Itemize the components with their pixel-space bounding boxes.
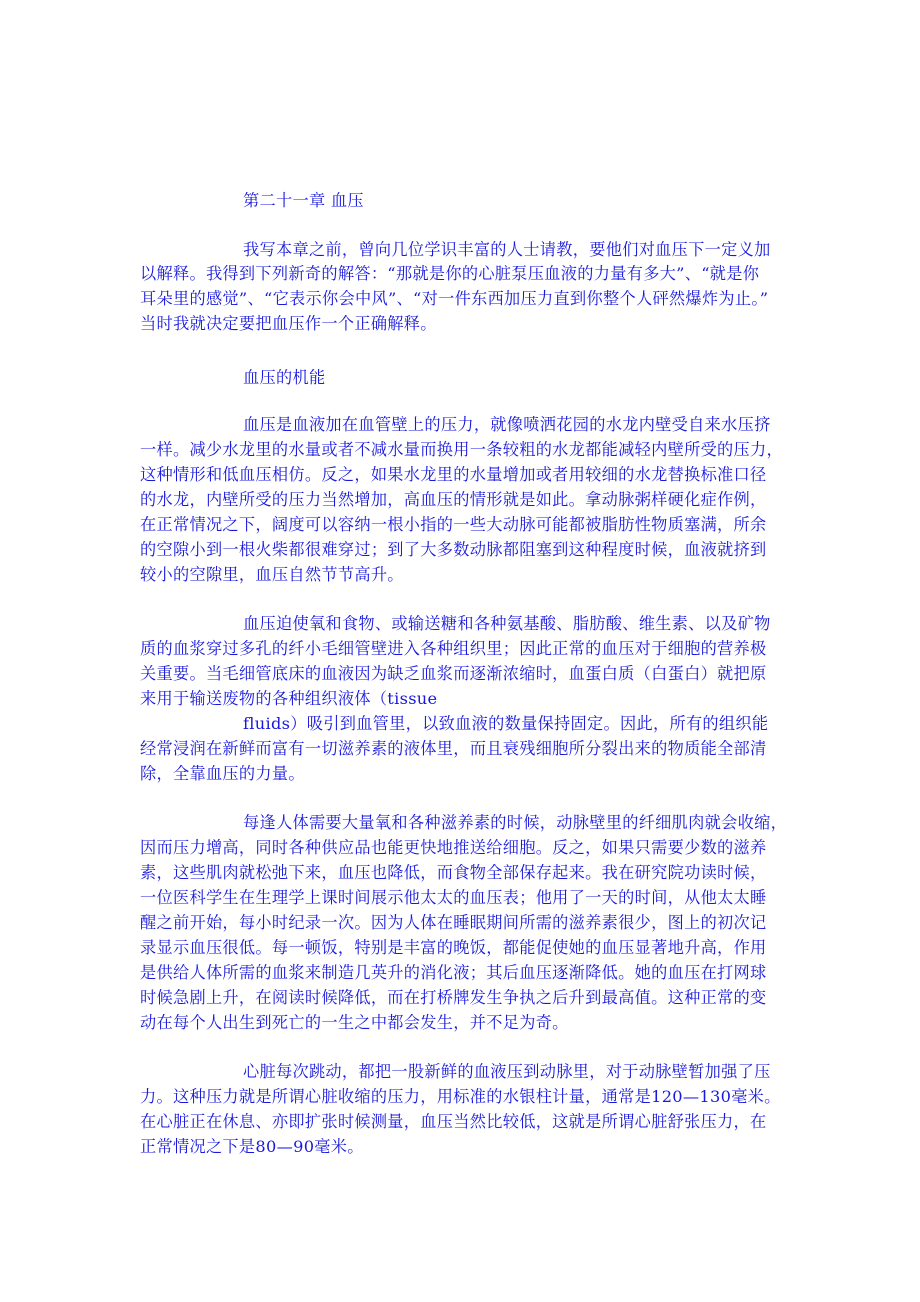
paragraph-line: 的水龙，内壁所受的压力当然增加，高血压的情形就是如此。拿动脉粥样硬化症作例， (140, 490, 767, 509)
paragraph-line: 我写本章之前，曾向几位学识丰富的人士请教，要他们对血压下一定义加 (243, 240, 771, 259)
paragraph-line: 一样。减少水龙里的水量或者不减水量而换用一条较粗的水龙都能减轻内壁所受的压力， (140, 440, 784, 459)
paragraph-line: 来用于输送废物的各种组织液体（tissue (140, 689, 438, 708)
paragraph-line: 因而压力增高，同时各种供应品也能更快地推送给细胞。反之，如果只需要少数的滋养 (140, 838, 767, 857)
paragraph-line: 动在每个人出生到死亡的一生之中都会发生，并不足为奇。 (140, 1013, 569, 1032)
paragraph-line: 这种情形和低血压相仿。反之，如果水龙里的水量增加或者用较细的水龙替换标准口径 (140, 465, 767, 484)
paragraph-line: 当时我就决定要把血压作一个正确解释。 (140, 314, 437, 333)
paragraph-line: 一位医科学生在生理学上课时间展示他太太的血压表；他用了一天的时间，从他太太睡 (140, 888, 767, 907)
paragraph-line: 质的血浆穿过多孔的纤小毛细管壁进入各种组织里；因此正常的血压对于细胞的营养极 (140, 639, 767, 658)
paragraph-line: 力。这种压力就是所谓心脏收缩的压力，用标准的水银柱计量，通常是120—130毫米。 (140, 1087, 781, 1106)
paragraph-line: 较小的空隙里，血压自然节节高升。 (140, 565, 404, 584)
paragraph-line: 血压迫使氧和食物、或输送糖和各种氨基酸、脂肪酸、维生素、以及矿物 (243, 614, 771, 633)
paragraph-line: 关重要。当毛细管底床的血液因为缺乏血浆而逐渐浓缩时，血蛋白质（白蛋白）就把原 (140, 664, 767, 683)
paragraph-line: 录显示血压很低。每一顿饭，特别是丰富的晚饭，都能促使她的血压显著地升高，作用 (140, 938, 767, 957)
paragraph-line: 醒之前开始，每小时纪录一次。因为人体在睡眠期间所需的滋养素很少，图上的初次记 (140, 913, 767, 932)
paragraph-line: 除，全靠血压的力量。 (140, 764, 305, 783)
paragraph-line: fluids）吸引到血管里，以致血液的数量保持固定。因此，所有的组织能 (243, 714, 769, 733)
paragraph-line: 素，这些肌肉就松弛下来，血压也降低，而食物全部保存起来。我在研究院功读时候， (140, 863, 767, 882)
paragraph-line: 血压是血液加在血管壁上的压力，就像喷洒花园的水龙内壁受自来水压挤 (243, 415, 771, 434)
paragraph-line: 时候急剧上升，在阅读时候降低，而在打桥牌发生争执之后升到最高值。这种正常的变 (140, 988, 767, 1007)
paragraph-line: 在心脏正在休息、亦即扩张时候测量，血压当然比较低，这就是所谓心脏舒张压力，在 (140, 1112, 767, 1131)
paragraph-line: 是供给人体所需的血浆来制造几英升的消化液；其后血压逐渐降低。她的血压在打网球 (140, 963, 767, 982)
paragraph-line: 经常浸润在新鲜而富有一切滋养素的液体里，而且衰残细胞所分裂出来的物质能全部清 (140, 739, 767, 758)
chapter-title: 第二十一章 血压 (243, 191, 364, 210)
paragraph-line: 在正常情况之下，阔度可以容纳一根小指的一些大动脉可能都被脂肪性物质塞满，所余 (140, 515, 767, 534)
paragraph-line: 耳朵里的感觉”、“它表示你会中风”、“对一件东西加压力直到你整个人砰然爆炸为止。” (140, 289, 769, 308)
section-title: 血压的机能 (243, 368, 326, 387)
paragraph-line: 正常情况之下是80—90毫米。 (140, 1137, 364, 1156)
paragraph-line: 每逢人体需要大量氧和各种滋养素的时候，动脉壁里的纤细肌肉就会收缩， (243, 813, 788, 832)
paragraph-line: 以解释。我得到下列新奇的解答：“那就是你的心脏泵压血液的力量有多大”、“就是你 (140, 264, 760, 283)
paragraph-line: 的空隙小到一根火柴都很难穿过；到了大多数动脉都阻塞到这种程度时候，血液就挤到 (140, 540, 767, 559)
paragraph-line: 心脏每次跳动，都把一股新鲜的血液压到动脉里，对于动脉壁暂加强了压 (243, 1062, 771, 1081)
